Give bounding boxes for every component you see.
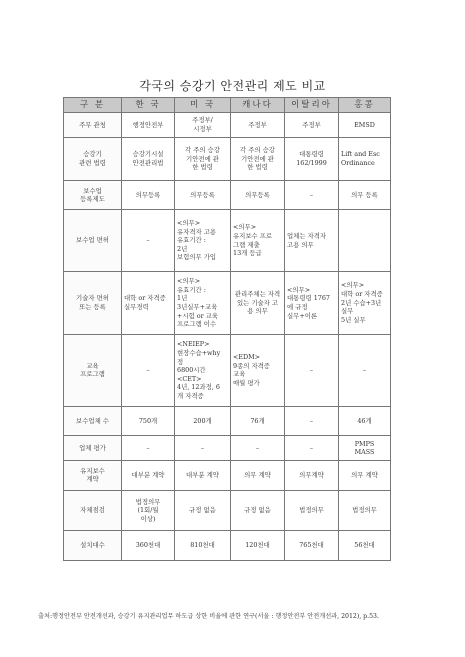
table-row xyxy=(64,490,391,531)
table-cell: 360천대 xyxy=(122,531,175,561)
table-cell: 법정의무 xyxy=(285,490,339,531)
table-cell: 의무등록 xyxy=(122,181,175,210)
row-label: 보수업체 수 xyxy=(64,406,122,435)
table-row xyxy=(64,113,391,138)
table-row xyxy=(64,210,391,271)
table-header-row xyxy=(64,98,391,113)
table-cell: 각 주의 승강 기안전에 관 한 법령 xyxy=(231,137,285,180)
table-cell: 행정안전부 xyxy=(122,113,175,138)
source-note: 출처:행정안전부 안전개선과, 승강기 유지관리업무 하도급 상한 비율에 관한 연구(서울 : 행정안전부 안전개선과, 2012), p.53. xyxy=(38,613,379,620)
table-row xyxy=(64,461,391,490)
table-cell: 법정의무 xyxy=(339,490,391,531)
table-cell: 규정 없음 xyxy=(231,490,285,531)
table-cell: – xyxy=(285,181,339,210)
table-cell: 765천대 xyxy=(285,531,339,561)
table-cell: PMPS MASS xyxy=(339,436,391,461)
table-cell: <의무> 유지보수 프로 그램 제출 13개 등급 xyxy=(231,210,285,271)
table-cell: 주정부 xyxy=(285,113,339,138)
table-cell: <NEIEP> 현장수습+why 정 6800시간 <CET> 4년, 12과정, 6 개 자격증 xyxy=(175,335,231,407)
table-cell: 의무등록 xyxy=(231,181,285,210)
table-cell: 200개 xyxy=(175,406,231,435)
row-label: 교육 프로그램 xyxy=(64,335,122,407)
row-label: 보수업 등록제도 xyxy=(64,181,122,210)
table-cell: 대통령령 162/1999 xyxy=(285,137,339,180)
table-cell: <EDM> 9종의 자격증 교육 매월 평가 xyxy=(231,335,285,407)
table-cell: – xyxy=(122,335,175,407)
table-cell: 의무 계약 xyxy=(339,461,391,490)
table-cell: <의무> 대통령령 1767 에 규정 실무+이론 xyxy=(285,271,339,334)
table-cell: – xyxy=(285,406,339,435)
row-label: 업체 평가 xyxy=(64,436,122,461)
table-row xyxy=(64,436,391,461)
table-cell: – xyxy=(231,436,285,461)
table-row xyxy=(64,406,391,435)
table-cell: 120천대 xyxy=(231,531,285,561)
row-label: 주무 관청 xyxy=(64,113,122,138)
table-row xyxy=(64,271,391,334)
table-cell: 대학 or 자격증 실무경력 xyxy=(122,271,175,334)
table-cell: 관리주체는 자격 있는 기술자 고 용 의무 xyxy=(231,271,285,334)
table-cell: 의무 계약 xyxy=(231,461,285,490)
table-cell xyxy=(339,210,391,271)
row-label: 설치대수 xyxy=(64,531,122,561)
table-cell: 대부분 계약 xyxy=(122,461,175,490)
table-cell: – xyxy=(122,436,175,461)
table-row xyxy=(64,137,391,180)
header-canada: 캐나다 xyxy=(231,98,285,113)
table-cell: Lift and Esc Ordinance xyxy=(339,137,391,180)
comparison-table xyxy=(63,97,391,561)
table-cell: <의무> 유효기간 : 1년 3년실무+교육 +시험 or 교육 프로그램 이수 xyxy=(175,271,231,334)
table-cell: 46개 xyxy=(339,406,391,435)
table-cell: 810천대 xyxy=(175,531,231,561)
table-cell: 규정 없음 xyxy=(175,490,231,531)
row-label: 보수업 면허 xyxy=(64,210,122,271)
table-cell: 의무 등록 xyxy=(339,181,391,210)
row-label: 자체점검 xyxy=(64,490,122,531)
header-usa: 미 국 xyxy=(175,98,231,113)
table-row xyxy=(64,531,391,561)
header-italy: 이탈리아 xyxy=(285,98,339,113)
page-title: 각국의 승강기 안전관리 제도 비교 xyxy=(139,79,326,93)
table-cell: 업체는 자격자 고용 의무 xyxy=(285,210,339,271)
table-cell: 76개 xyxy=(231,406,285,435)
table-cell: – xyxy=(285,436,339,461)
header-korea: 한 국 xyxy=(122,98,175,113)
table-cell: – xyxy=(122,210,175,271)
table-cell: 의무등록 xyxy=(175,181,231,210)
table-cell: 승강기시설 안전관리법 xyxy=(122,137,175,180)
table-cell: 56천대 xyxy=(339,531,391,561)
table-row xyxy=(64,335,391,407)
header-hongkong: 홍콩 xyxy=(339,98,391,113)
row-label: 기술자 면허 또는 등록 xyxy=(64,271,122,334)
table-cell: 의무계약 xyxy=(285,461,339,490)
row-label: 유지보수 계약 xyxy=(64,461,122,490)
table-cell: EMSD xyxy=(339,113,391,138)
table-cell: 대부분 계약 xyxy=(175,461,231,490)
table-cell: 법정의무 (1회/월 이상) xyxy=(122,490,175,531)
table-row xyxy=(64,181,391,210)
table-cell: <의무> 대학 or 자격증 2년 수습+3년 실무 5년 실무 xyxy=(339,271,391,334)
table-cell: 750개 xyxy=(122,406,175,435)
row-label: 승강기 관련 법령 xyxy=(64,137,122,180)
table-cell: – xyxy=(285,335,339,407)
table-cell: <의무> 유자격자 고용 유효기간 : 2년 보험의무 가입 xyxy=(175,210,231,271)
table-cell: 각 주의 승강 기안전에 관 한 법령 xyxy=(175,137,231,180)
header-category: 구 분 xyxy=(64,98,122,113)
table-cell: 주정부 xyxy=(231,113,285,138)
table-cell: – xyxy=(339,335,391,407)
table-cell: 주정부/ 시정부 xyxy=(175,113,231,138)
table-cell: – xyxy=(175,436,231,461)
